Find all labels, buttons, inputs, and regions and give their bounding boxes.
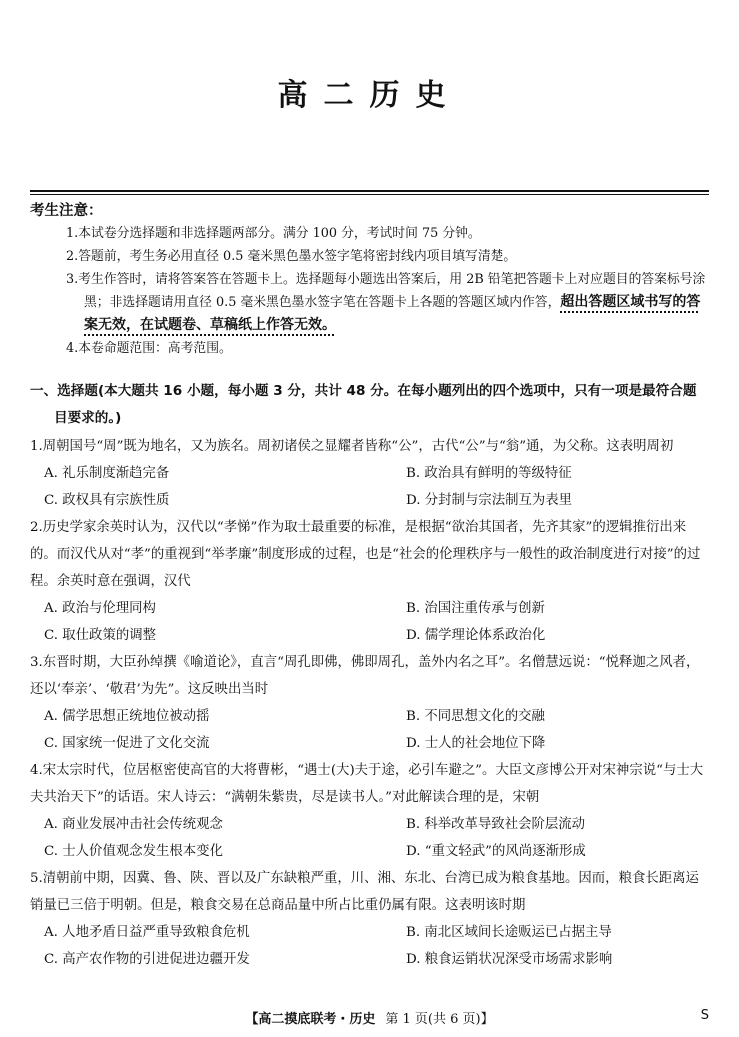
- option-d: D. 粮食运销状况深受市场需求影响: [406, 952, 613, 967]
- notice-heading: 考生注意：: [30, 203, 103, 219]
- notice-item-text: 考生作答时，请将答案答在答题卡上。选择题每小题选出答案后，用 2B 铅笔把答题卡上对应题目的答案标号涂黑；非选择题请用直径 0.5 毫米黑色墨水签字笔在答题卡上各题的答题区域内作答，: [78, 272, 706, 310]
- question-options: [30, 460, 710, 514]
- footer-page-number: 第 1 页(共 6 页)】: [385, 1012, 494, 1027]
- question: [30, 757, 710, 865]
- question-stem: 5.清朝前中期，因冀、鲁、陕、晋以及广东缺粮严重，川、湘、东北、台湾已成为粮食基地。因而，粮食长距离运销量已三倍于明朝。但是，粮食交易在总商品量中所占比重仍属有限。这表明该时期: [30, 871, 699, 913]
- notice-item-number: 2.: [66, 249, 79, 264]
- option-c: C. 政权具有宗族性质: [44, 493, 170, 508]
- notice-item: [30, 268, 710, 337]
- section-choice: [30, 378, 710, 973]
- question-stem: 4.宋太宗时代，位居枢密使高官的大将曹彬，“遇士(大)夫于途，必引车避之”。大臣文彦博公开对宋神宗说“与士大夫共治天下”的话语。宋人诗云：“满朝朱紫贵，尽是读书人。”对此解读合理的是，宋朝: [30, 763, 704, 805]
- question: [30, 649, 710, 757]
- notice-item-text: 答题前，考生务必用直径 0.5 毫米黑色墨水签字笔将密封线内项目填写清楚。: [78, 249, 517, 264]
- header-rule-thin: [30, 194, 709, 195]
- footer-exam-name: 【高二摸底联考・历史: [245, 1012, 376, 1027]
- notice-item: [30, 222, 710, 245]
- notice-item-number: 3.: [66, 272, 79, 287]
- option-a: A. 人地矛盾日益严重导致粮食危机: [44, 925, 250, 940]
- notice-item: [30, 337, 710, 360]
- question-options: [30, 811, 710, 865]
- question: [30, 865, 710, 973]
- question-stem: 3.东晋时期，大臣孙绰撰《喻道论》，直言“周孔即佛，佛即周孔，盖外内名之耳”。名僧慧远说：“悦释迦之风者，还以‘奉亲’、‘敬君’为先”。这反映出当时: [30, 655, 700, 697]
- option-c: C. 高产农作物的引进促进边疆开发: [44, 952, 250, 967]
- option-d: D. “重文轻武”的风尚逐渐形成: [406, 844, 586, 859]
- header-rule-thick: [30, 190, 709, 192]
- option-d: D. 儒学理论体系政治化: [406, 628, 546, 643]
- question-stem: 2.历史学家余英时认为，汉代以“孝悌”作为取士最重要的标准，是根据“欲治其国者，先齐其家”的逻辑推衍出来的。而汉代从对“孝”的重视到“举孝廉”制度形成的过程，也是“社会的伦理秩序与一般性的政治制度进行对接”的过程。余英时意在强调，汉代: [30, 520, 701, 589]
- option-a: A. 礼乐制度渐趋完备: [44, 466, 170, 481]
- notice-item: [30, 245, 710, 268]
- question-options: [30, 703, 710, 757]
- option-c: C. 士人价值观念发生根本变化: [44, 844, 223, 859]
- notice-item-number: 4.: [66, 341, 79, 356]
- page-title: 高二历史: [277, 78, 462, 113]
- option-b: B. 不同思想文化的交融: [406, 709, 545, 724]
- notice-item-text: 本试卷分选择题和非选择题两部分。满分 100 分，考试时间 75 分钟。: [78, 226, 481, 241]
- notice-item-text: 本卷命题范围：高考范围。: [78, 341, 232, 356]
- question-options: [30, 595, 710, 649]
- option-d: D. 士人的社会地位下降: [406, 736, 546, 751]
- option-b: B. 南北区域间长途贩运已占据主导: [406, 925, 612, 940]
- question: [30, 514, 710, 649]
- option-b: B. 政治具有鲜明的等级特征: [406, 466, 572, 481]
- option-b: B. 治国注重传承与创新: [406, 601, 545, 616]
- option-b: B. 科举改革导致社会阶层流动: [406, 817, 586, 832]
- question-options: [30, 919, 710, 973]
- footer-mark: S: [700, 1008, 709, 1023]
- section-heading: 一、选择题(本大题共 16 小题，每小题 3 分，共计 48 分。在每小题列出的四个选项中，只有一项是最符合题目要求的。): [30, 383, 697, 426]
- option-a: A. 商业发展冲击社会传统观念: [44, 817, 223, 832]
- notice-item-number: 1.: [66, 226, 79, 241]
- option-c: C. 国家统一促进了文化交流: [44, 736, 210, 751]
- question: [30, 433, 710, 514]
- option-a: A. 政治与伦理同构: [44, 601, 156, 616]
- option-d: D. 分封制与宗法制互为表里: [406, 493, 573, 508]
- question-stem: 1.周朝国号“周”既为地名，又为族名。周初诸侯之显耀者皆称“公”，古代“公”与“翁”通，为父称。这表明周初: [30, 439, 674, 454]
- candidate-notice: [30, 200, 710, 360]
- option-a: A. 儒学思想正统地位被动摇: [44, 709, 210, 724]
- option-c: C. 取仕政策的调整: [44, 628, 157, 643]
- page-footer: [0, 1008, 739, 1027]
- notice-emphasis: 超出答题区域书写的答案无效，在试题卷、草稿纸上作答无效。: [84, 294, 701, 333]
